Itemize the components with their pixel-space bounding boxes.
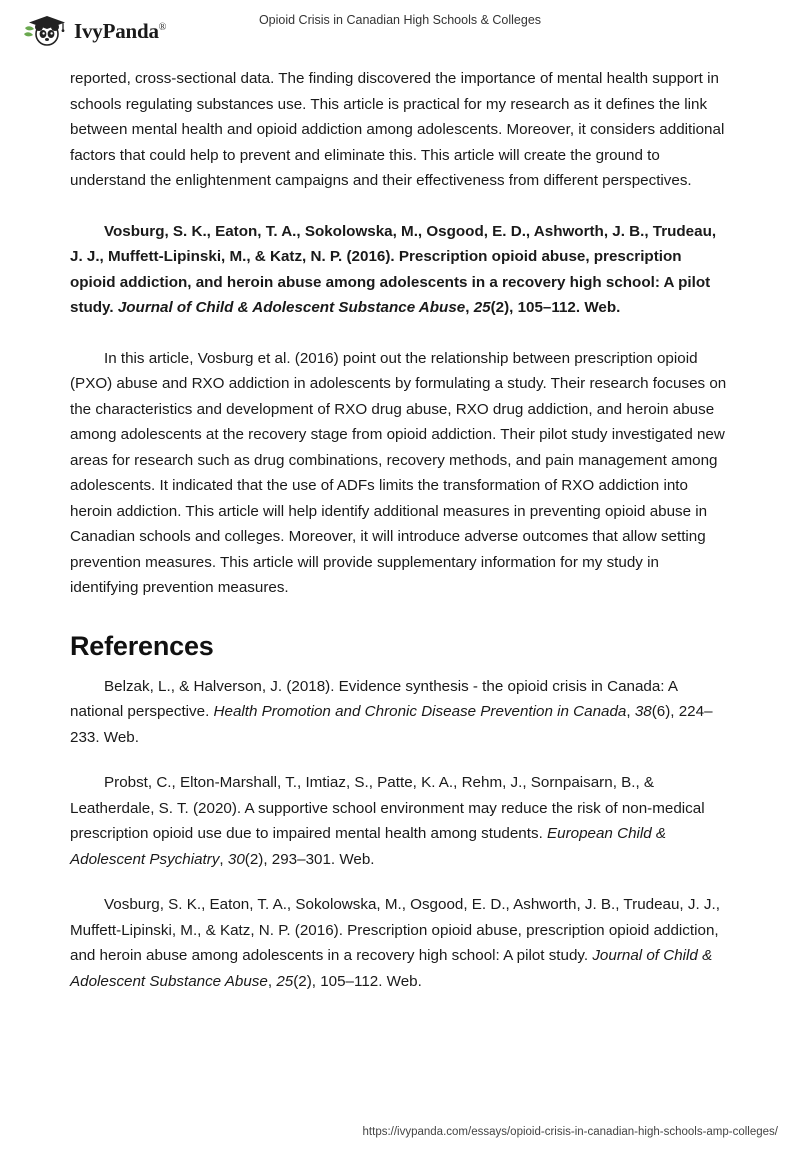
document-title: Opioid Crisis in Canadian High Schools & Colleges [258, 13, 542, 27]
reference-text: Probst, C., Elton-Marshall, T., Imtiaz, S., Patte, K. A., Rehm, J., Sornpaisarn, B., & Leatherdale, S. T. (2020). A supportive school environment may reduce the risk of non-medical prescription opioid use due to impaired mental health among students. [70, 774, 705, 842]
paragraph-annotation: In this article, Vosburg et al. (2016) point out the relationship between prescription opioid (PXO) abuse and RXO addiction in adolescents by formulating a study. Their research focuses on the characteristics and development of RXO drug abuse, RXO drug addiction, and heroin abuse among adolescents at the recovery stage from opioid addiction. Their pilot study investigated new areas for research such as drug combinations, recovery methods, and pain management among adolescents. It indicated that the use of ADFs limits the transformation of RXO addiction into heroin addiction. This article will help identify additional measures in preventing opioid abuse in Canadian schools and colleges. Moreover, it will introduce adverse outcomes that allow setting prevention measures. This article will provide supplementary information for my study in identifying prevention measures. [70, 349, 727, 596]
reference-sep: , [219, 850, 228, 868]
citation-volume: 25 [473, 299, 491, 316]
citation-pages: (2), 105–112. Web. [490, 299, 621, 316]
reference-volume: 38 [634, 703, 652, 720]
reference-volume: 25 [276, 972, 294, 990]
reference-journal: European Child & Adolescent Psychiatry [70, 825, 667, 868]
citation-journal-name: Journal of Child & Adolescent Substance Abuse [117, 299, 466, 316]
document-content [70, 66, 730, 1014]
footer-source-url[interactable]: https://ivypanda.com/essays/opioid-crisis-in-canadian-high-schools-amp-colleges/ [362, 1126, 778, 1138]
reference-volume: 30 [227, 850, 245, 868]
spacer [70, 321, 730, 346]
reference-pages: (2), 293–301. Web. [244, 850, 375, 868]
reference-text: Vosburg, S. K., Eaton, T. A., Sokolowska, M., Osgood, E. D., Ashworth, J. B., Trudeau, J. J., Muffett-Lipinski, M., & Katz, N. P. (2016). Prescription opioid abuse, prescription opioid addiction, and heroin abuse among adolescents in a recovery high school: A pilot study. [70, 896, 720, 964]
reference-text: Belzak, L., & Halverson, J. (2018). Evidence synthesis - the opioid crisis in Canada: A national perspective. [70, 677, 678, 720]
references-heading: References [70, 630, 214, 661]
spacer [70, 194, 730, 219]
reference-pages: (6), 224–233. Web. [70, 703, 713, 746]
reference-journal: Health Promotion and Chronic Disease Prevention in Canada [213, 703, 627, 720]
reference-sep: , [626, 703, 635, 720]
reference-journal: Journal of Child & Adolescent Substance Abuse [70, 947, 713, 990]
reference-entry-2 [70, 770, 730, 872]
citation-sep: , [465, 299, 474, 316]
reference-entry-1 [70, 674, 730, 751]
paragraph-continued: reported, cross-sectional data. The finding discovered the importance of mental health support in schools regulating substances use. This article is practical for my research as it defines the link between mental health and opioid addiction among adolescents. Moreover, it considers additional factors that could help to prevent and eliminate this. This article will create the ground to understand the enlightenment campaigns and their effectiveness from different perspectives. [70, 70, 725, 189]
citation-authors-text: Vosburg, S. K., Eaton, T. A., Sokolowska, M., Osgood, E. D., Ashworth, J. B., Trudeau, J. J., Muffett-Lipinski, M., & Katz, N. P. (2016). Prescription opioid abuse, prescription opioid addiction, and heroin abuse among adolescents in a recovery high school: A pilot study. [70, 222, 717, 316]
reference-pages: (2), 105–112. Web. [293, 972, 422, 990]
annotated-citation-heading [70, 219, 730, 321]
reference-sep: , [267, 972, 277, 990]
reference-entry-3 [70, 892, 730, 994]
page-header [0, 0, 800, 58]
brand-name: IvyPanda® [74, 18, 167, 43]
